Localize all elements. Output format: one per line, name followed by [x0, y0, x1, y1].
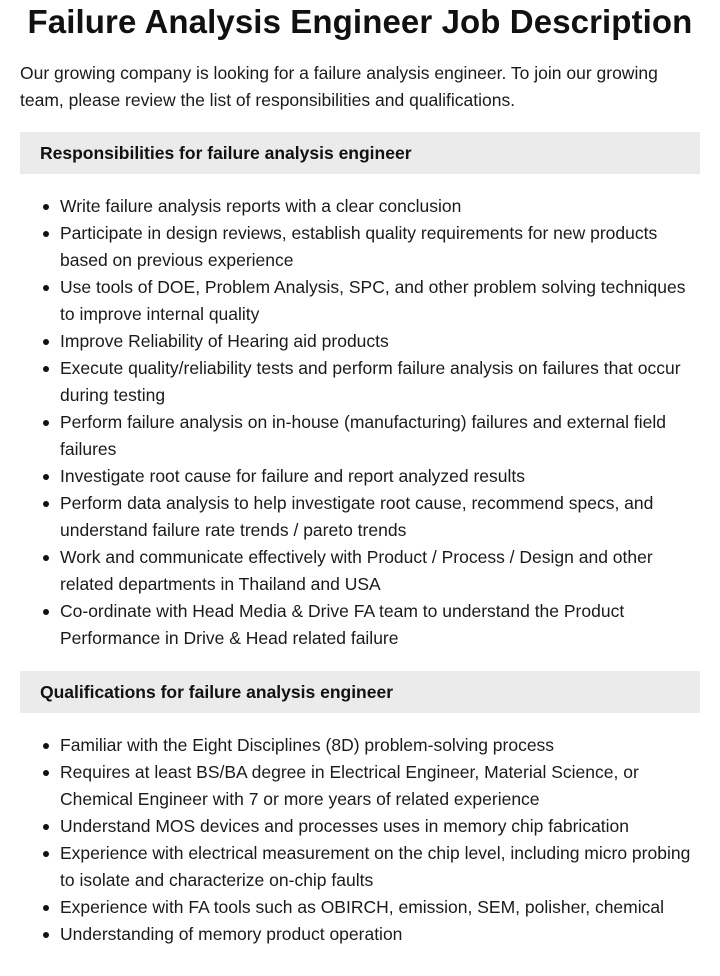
intro-paragraph: Our growing company is looking for a failure analysis engineer. To join our growing team, please review the list of responsibilities and qualifications. [20, 63, 658, 110]
list-item-text: Experience with FA tools such as OBIRCH, emission, SEM, polisher, chemical [60, 897, 664, 917]
bullet-icon [43, 609, 49, 615]
bullet-icon [43, 366, 49, 372]
list-item [60, 921, 700, 948]
list-item-text: Improve Reliability of Hearing aid products [60, 331, 389, 351]
bullet-icon [43, 851, 49, 857]
list-item-text: Perform data analysis to help investigate root cause, recommend specs, and understand failure rate trends / pareto trends [60, 493, 654, 540]
bullet-icon [43, 339, 49, 345]
bullet-icon [43, 231, 49, 237]
list-item [60, 759, 700, 813]
list-item-text: Perform failure analysis on in-house (manufacturing) failures and external field failures [60, 412, 666, 459]
list-item-text: Write failure analysis reports with a clear conclusion [60, 196, 462, 216]
bullet-icon [43, 474, 49, 480]
list-item-text: Experience with electrical measurement on the chip level, including micro probing to isolate and characterize on-chip faults [60, 843, 691, 890]
responsibilities-list [20, 193, 700, 652]
bullet-icon [43, 905, 49, 911]
list-item-text: Participate in design reviews, establish quality requirements for new products based on previous experience [60, 223, 658, 270]
bullet-icon [43, 932, 49, 938]
list-item [60, 840, 700, 894]
list-item-text: Use tools of DOE, Problem Analysis, SPC, and other problem solving techniques to improve internal quality [60, 277, 686, 324]
list-item [60, 598, 700, 652]
list-item-text: Execute quality/reliability tests and perform failure analysis on failures that occur during testing [60, 358, 681, 405]
bullet-icon [43, 555, 49, 561]
list-item [60, 732, 700, 759]
list-item-text: Work and communicate effectively with Product / Process / Design and other related departments in Thailand and USA [60, 547, 653, 594]
list-item-text: Investigate root cause for failure and report analyzed results [60, 466, 525, 486]
qualifications-heading: Qualifications for failure analysis engineer [20, 671, 700, 713]
list-item-text: Understanding of memory product operation [60, 924, 403, 944]
list-item [60, 409, 700, 463]
list-item [60, 220, 700, 274]
list-item-text: Co-ordinate with Head Media & Drive FA team to understand the Product Performance in Drive & Head related failure [60, 601, 625, 648]
bullet-icon [43, 770, 49, 776]
list-item [60, 355, 700, 409]
list-item-text: Familiar with the Eight Disciplines (8D) problem-solving process [60, 735, 555, 755]
list-item [60, 274, 700, 328]
list-item [60, 490, 700, 544]
responsibilities-heading: Responsibilities for failure analysis engineer [20, 132, 700, 174]
list-item [60, 544, 700, 598]
bullet-icon [43, 743, 49, 749]
bullet-icon [43, 501, 49, 507]
list-item-text: Requires at least BS/BA degree in Electrical Engineer, Material Science, or Chemical Engineer with 7 or more years of related experience [60, 762, 639, 809]
list-item [60, 894, 700, 921]
page-title: Failure Analysis Engineer Job Description [27, 3, 693, 40]
bullet-icon [43, 824, 49, 830]
list-item [60, 813, 700, 840]
list-item [60, 463, 700, 490]
list-item [60, 328, 700, 355]
list-item [60, 193, 700, 220]
bullet-icon [43, 285, 49, 291]
bullet-icon [43, 420, 49, 426]
list-item-text: Understand MOS devices and processes uses in memory chip fabrication [60, 816, 630, 836]
bullet-icon [43, 204, 49, 210]
qualifications-list [20, 732, 700, 948]
